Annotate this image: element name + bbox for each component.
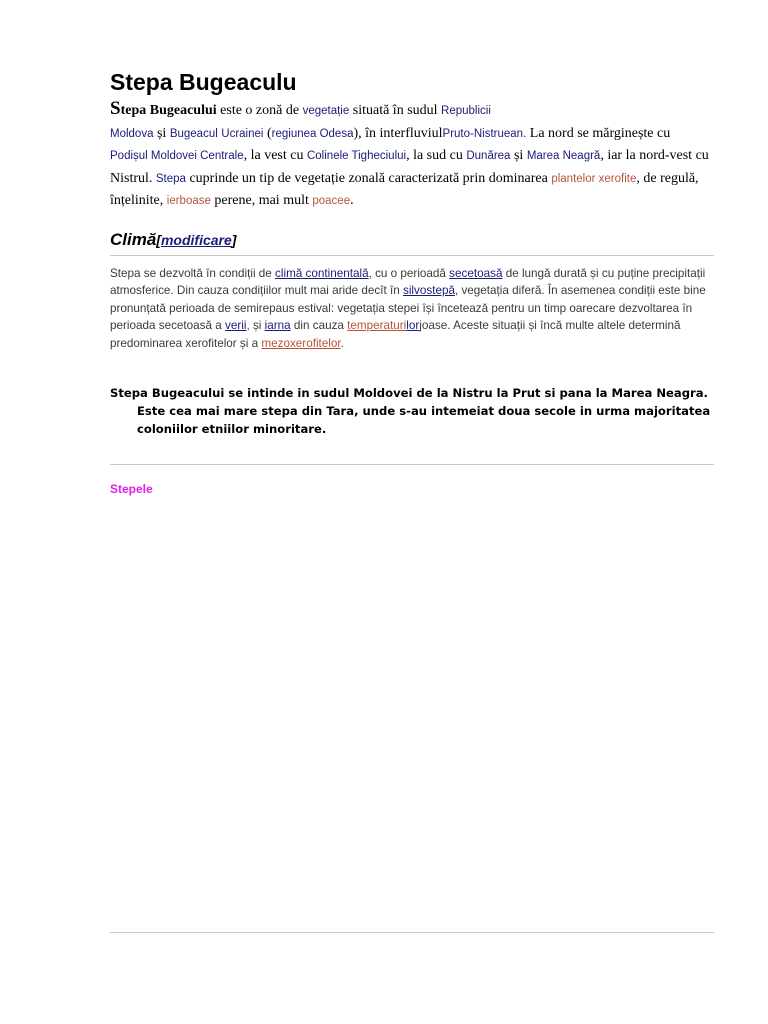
climate-text: joase. Aceste situații și încă multe altele determină predominarea xerofitelor și a	[110, 319, 681, 350]
link-verii[interactable]: verii	[225, 319, 247, 333]
link-mezoxerofitelor[interactable]: mezoxerofitelor	[261, 336, 341, 350]
link-stepa[interactable]: Stepa	[155, 172, 186, 185]
stepele-link[interactable]: Stepele	[110, 482, 153, 496]
climate-text: , vegetația diferă. În asemenea condiții este bine pronunțată perioada de semirepaus estival: vegetația stepei își încetează pentru un timp oarecare dezvoltarea în perioada secetoasă a	[110, 284, 706, 333]
intro-text: și	[510, 148, 527, 163]
climate-text: , cu o perioadă	[368, 266, 450, 280]
link-ucrainei[interactable]: Ucrainei	[221, 127, 264, 140]
climate-text: Stepa se dezvoltă în condiții de	[110, 266, 276, 280]
bracket-open: [	[156, 231, 161, 248]
link-lor[interactable]: lor	[406, 319, 420, 333]
intro-text: La nord se mărginește cu	[526, 125, 671, 141]
climate-text: de lungă durată și cu puține precipitații atmosferice. Din cauza condițiilor mult mai aride decît în	[110, 266, 706, 298]
climate-paragraph	[110, 265, 714, 353]
intro-text: .	[350, 193, 354, 208]
link-iarna[interactable]: iarna	[264, 319, 291, 333]
link-regiunea-odesa[interactable]: regiunea Odesa	[271, 127, 354, 140]
divider-bottom	[110, 932, 714, 933]
intro-text: și	[153, 125, 170, 141]
link-ierboase[interactable]: ierboase	[166, 195, 211, 207]
intro-text: (	[263, 125, 272, 141]
intro-text: ), în interfluviul	[353, 125, 443, 141]
bracket-close: ]	[231, 231, 237, 248]
link-silvostepa[interactable]: silvostepă	[402, 284, 455, 298]
link-temperaturi[interactable]: temperaturi	[347, 319, 407, 333]
edit-link[interactable]: modificare	[160, 231, 232, 248]
link-pruto-nistruean[interactable]: Pruto-Nistruean.	[442, 127, 527, 140]
intro-text: , la vest cu	[243, 148, 307, 163]
intro-text: , iar la nord-vest cu Nistrul.	[110, 148, 709, 186]
link-marea-neagra[interactable]: Marea Neagră	[526, 150, 601, 162]
divider-top	[110, 464, 714, 465]
intro-text: situată în sudul	[349, 103, 442, 118]
bold-subject: tepa Bugeacului	[120, 103, 217, 118]
link-secetoasa[interactable]: secetoasă	[449, 266, 503, 280]
link-moldova[interactable]: Moldova	[110, 127, 154, 140]
intro-text: cuprinde un tip de vegetație zonală caracterizată prin dominarea	[185, 170, 552, 186]
section-heading-clima	[110, 229, 714, 256]
edit-section	[156, 232, 236, 248]
link-dunarea[interactable]: Dunărea	[466, 150, 511, 162]
section-title: Climă	[110, 229, 157, 249]
intro-text: este o zonă de	[216, 103, 303, 118]
intro-paragraph	[110, 98, 710, 213]
link-colinele[interactable]: Colinele Tigheciului	[306, 150, 407, 162]
drop-letter: S	[110, 98, 121, 119]
article	[110, 66, 714, 438]
climate-text: , și	[246, 319, 265, 333]
climate-text: din cauza	[290, 319, 348, 333]
link-clima-continentala[interactable]: climă continentală	[275, 266, 369, 280]
link-bugeacul[interactable]: Bugeacul	[169, 127, 218, 140]
link-republicii[interactable]: Republicii	[441, 105, 491, 117]
page-title: Stepa Bugeaculu	[110, 69, 297, 95]
bold-paragraph: Stepa Bugeacului se intinde in sudul Moldovei de la Nistru la Prut si pana la Marea Neagra. Este cea mai mare stepa din Tara, unde s-au intemeiat doua secole in urma majoritatea coloniilor etniilor minoritare.	[110, 386, 711, 437]
climate-text: .	[340, 336, 344, 350]
intro-text: , la sud cu	[406, 148, 467, 163]
link-vegetatie[interactable]: vegetație	[302, 105, 350, 117]
link-podisul[interactable]: Podișul Moldovei Centrale	[110, 150, 244, 162]
intro-text: , de regulă, înțelinite,	[110, 170, 699, 208]
intro-text: perene, mai mult	[210, 193, 313, 208]
link-plantelor-xerofite[interactable]: plantelor xerofite	[551, 172, 637, 185]
link-poacee[interactable]: poacee	[312, 195, 351, 207]
